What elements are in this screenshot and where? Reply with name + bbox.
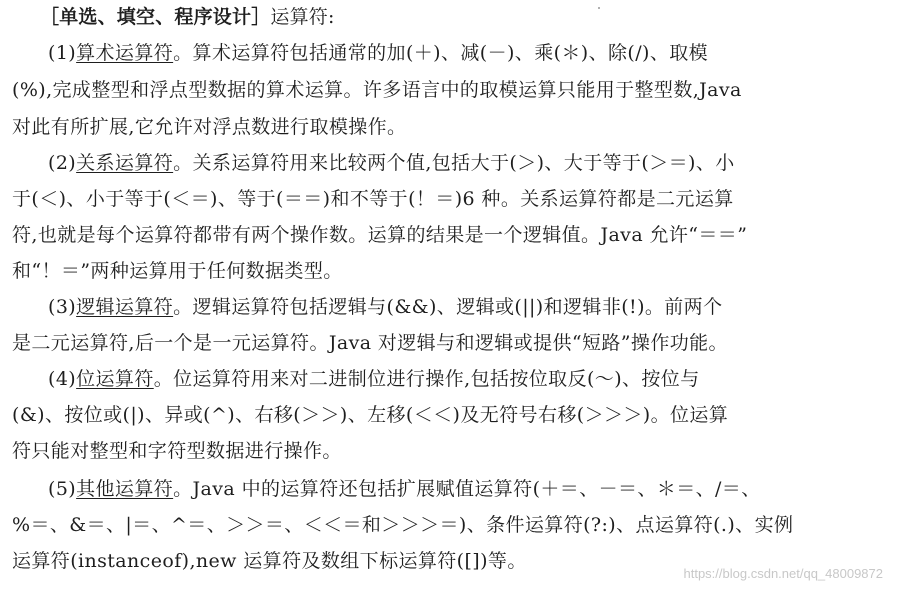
paragraph-3-line-2: 是二元运算符,后一个是一元运算符。Java 对逻辑与和逻辑或提供“短路”操作功能。: [12, 332, 728, 354]
paragraph-2-line-4: 和“！＝”两种运算用于任何数据类型。: [12, 260, 343, 282]
item-number: (5): [48, 478, 77, 500]
paragraph-5-line-1: [48, 476, 761, 502]
paragraph-5-line-2: %＝、&＝、|＝、^＝、＞＞＝、＜＜＝和＞＞＞＝)、条件运算符(?:)、点运算符(.)、实例: [12, 514, 794, 536]
paragraph-1-line-1: [48, 40, 708, 66]
heading-title: 运算符:: [270, 6, 335, 28]
paragraph-4-line-1: [48, 366, 700, 392]
heading-tag: ［单选、填空、程序设计］: [40, 6, 271, 28]
term-logical: 逻辑运算符: [76, 296, 174, 318]
paragraph-5-line-3: 运算符(instanceof),new 运算符及数组下标运算符([])等。: [12, 550, 527, 572]
line-text: 。Java 中的运算符还包括扩展赋值运算符(＋＝、－＝、＊＝、/＝、: [173, 478, 761, 500]
paragraph-1-line-3: 对此有所扩展,它允许对浮点数进行取模操作。: [12, 116, 407, 138]
paragraph-4-line-2: (&)、按位或(|)、异或(^)、右移(＞＞)、左移(＜＜)及无符号右移(＞＞＞)。位运算: [12, 404, 729, 426]
source-watermark: https://blog.csdn.net/qq_48009872: [683, 566, 883, 581]
paragraph-2-line-1: [48, 150, 735, 176]
item-number: (4): [48, 368, 77, 390]
term-bitwise: 位运算符: [76, 368, 154, 390]
line-text: 。逻辑运算符包括逻辑与(&&)、逻辑或(||)和逻辑非(!)。前两个: [173, 296, 723, 318]
term-relational: 关系运算符: [76, 152, 174, 174]
item-number: (2): [48, 152, 77, 174]
section-heading: [40, 4, 335, 30]
paragraph-1-line-2: (%),完成整型和浮点型数据的算术运算。许多语言中的取模运算只能用于整型数,Java: [12, 79, 742, 101]
paragraph-2-line-3: 符,也就是每个运算符都带有两个操作数。运算的结果是一个逻辑值。Java 允许“＝＝”: [12, 224, 748, 246]
line-text: 。关系运算符用来比较两个值,包括大于(＞)、大于等于(＞＝)、小: [173, 152, 735, 174]
paragraph-2-line-2: 于(＜)、小于等于(＜＝)、等于(＝＝)和不等于(！＝)6 种。关系运算符都是二元运算: [12, 188, 734, 210]
paragraph-3-line-1: [48, 294, 722, 320]
term-other: 其他运算符: [76, 478, 174, 500]
term-arithmetic: 算术运算符: [76, 42, 174, 64]
speck-mark: [598, 7, 600, 9]
paragraph-4-line-3: 符只能对整型和字符型数据进行操作。: [12, 440, 342, 462]
line-text: 。算术运算符包括通常的加(＋)、减(－)、乘(＊)、除(/)、取模: [173, 42, 709, 64]
item-number: (1): [48, 42, 77, 64]
line-text: 。位运算符用来对二进制位进行操作,包括按位取反(～)、按位与: [153, 368, 700, 390]
item-number: (3): [48, 296, 77, 318]
